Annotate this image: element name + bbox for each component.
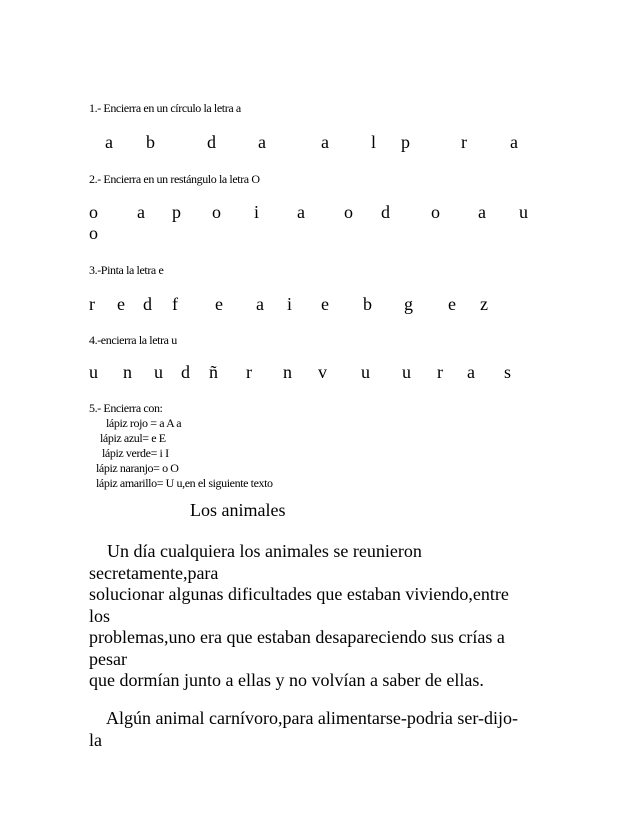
letter: v [318,362,327,382]
letter: i [254,202,260,222]
letter: u [361,362,370,382]
letter-row-3 [0,294,638,316]
letter: n [123,362,132,382]
letter: d [207,132,216,152]
color-key-orange: lápiz naranjo= o O [96,461,179,475]
instruction-3: 3.-Pinta la letra e [89,263,164,277]
letter: u [402,362,411,382]
letter: g [404,294,413,314]
letter-row-2-wrap: o [89,223,98,243]
letter: u [89,362,98,382]
letter: a [297,202,305,222]
letter: o [431,202,440,222]
color-key-red: lápiz rojo = a A a [106,416,182,430]
letter: p [172,202,181,222]
letter: o [212,202,221,222]
letter: a [256,294,264,314]
text-line: los [89,605,111,626]
story-title: Los animales [190,500,286,520]
letter: r [89,294,95,314]
letter: r [437,362,443,382]
letter: f [172,294,178,314]
letter: e [117,294,125,314]
instruction-4: 4.-encierra la letra u [89,333,177,347]
letter: n [283,362,292,382]
letter: b [146,132,155,152]
text-line: solucionar algunas dificultades que estaban viviendo,entre [89,584,509,604]
letter: d [143,294,152,314]
letter: z [480,294,488,314]
letter: l [371,132,377,152]
letter: a [510,132,518,152]
letter: p [401,132,410,152]
letter: o [344,202,353,222]
letter-row-1 [0,132,638,154]
letter: d [181,362,190,382]
letter: a [321,132,329,152]
instruction-1: 1.- Encierra en un círculo la letra a [89,101,241,115]
story-paragraph-2 [89,708,518,751]
letter: a [137,202,145,222]
color-key-yellow: lápiz amarillo= U u,en el siguiente texto [96,476,273,490]
letter: s [504,362,512,382]
letter: e [448,294,456,314]
instruction-2: 2.- Encierra en un restángulo la letra O [89,172,260,186]
letter: a [258,132,266,152]
letter: r [246,362,252,382]
text-line: problemas,uno era que estaban desapareciendo sus crías a [89,627,505,647]
letter: u [154,362,163,382]
letter: a [467,362,475,382]
color-key-green: lápiz verde= i I [102,446,169,460]
color-key-blue: lápiz azul= e E [100,431,166,445]
letter: ñ [209,362,218,382]
letter: e [321,294,329,314]
letter: e [215,294,223,314]
text-line: que dormían junto a ellas y no volvían a saber de ellas. [89,670,484,690]
story-paragraph-1 [89,541,509,692]
text-line: Algún animal carnívoro,para alimentarse-podria ser-dijo- [89,708,518,728]
letter: r [461,132,467,152]
letter: a [478,202,486,222]
letter-row-2 [0,202,638,224]
letter: a [105,132,113,152]
instruction-5: 5.- Encierra con: [89,401,163,415]
text-line: Un día cualquiera los animales se reunieron [89,541,422,561]
text-line: la [89,729,102,750]
text-line: secretamente,para [89,562,219,583]
letter: b [363,294,372,314]
letter: u [519,202,528,222]
letter: d [381,202,390,222]
text-line: pesar [89,648,127,669]
letter: o [89,202,98,222]
letter: i [287,294,293,314]
letter-row-4 [0,362,638,384]
